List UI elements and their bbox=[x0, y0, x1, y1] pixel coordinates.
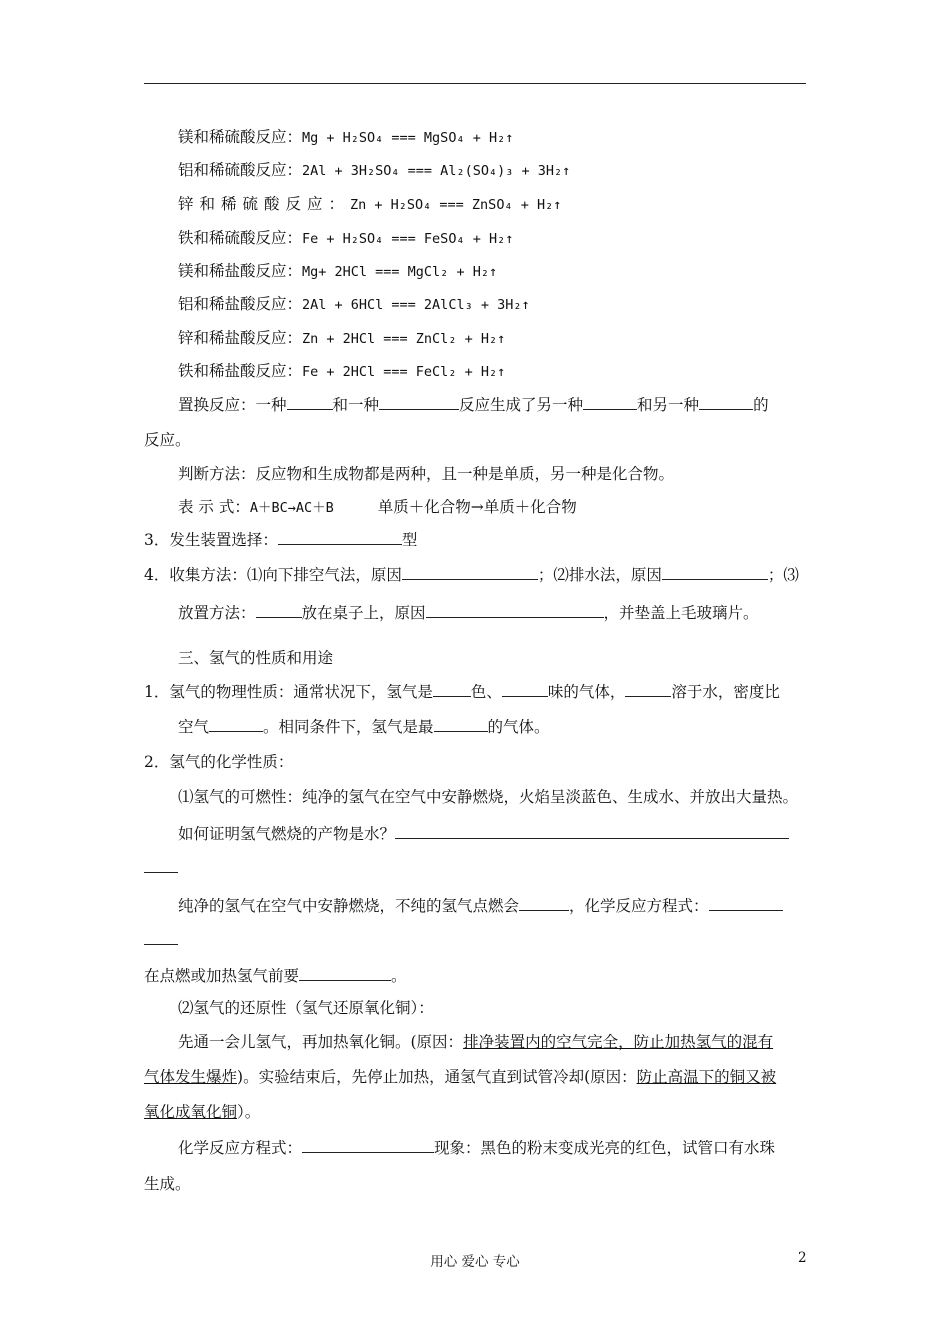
reaction-equation: Mg + H₂SO₄ === MgSO₄ + H₂↑ bbox=[302, 130, 514, 146]
fill-blank[interactable] bbox=[583, 395, 637, 410]
reaction-line bbox=[178, 228, 513, 249]
reaction-line bbox=[178, 160, 570, 181]
blank-continuation bbox=[144, 858, 178, 878]
reaction-line bbox=[178, 328, 505, 349]
fill-blank[interactable] bbox=[434, 717, 488, 732]
reaction-label: 铁和稀硫酸反应： bbox=[178, 229, 303, 247]
replacement-definition: 置换反应：一种 和一种 反应生成了另一种 和另一种 的 bbox=[178, 396, 769, 414]
flammability: ⑴氢气的可燃性：纯净的氢气在空气中安静燃烧，火焰呈淡蓝色、生成水、并放出大量热。 bbox=[178, 788, 799, 806]
reaction-equation: 2Al + 6HCl === 2AlCl₃ + 3H₂↑ bbox=[302, 297, 530, 313]
fill-blank[interactable] bbox=[278, 530, 402, 545]
reaction-label: 镁和稀盐酸反应： bbox=[178, 262, 303, 280]
fill-blank[interactable] bbox=[302, 1138, 434, 1153]
reaction-equation: Zn + 2HCl === ZnCl₂ + H₂↑ bbox=[302, 331, 506, 347]
phenomenon-cont: 生成。 bbox=[144, 1175, 191, 1193]
fill-blank[interactable] bbox=[256, 603, 302, 618]
reaction-line bbox=[178, 261, 497, 282]
fill-blank[interactable] bbox=[625, 682, 671, 697]
reaction-line bbox=[178, 194, 561, 215]
reaction-label: 铁和稀盐酸反应： bbox=[178, 362, 303, 380]
impure-hydrogen: 纯净的氢气在空气中安静燃烧，不纯的氢气点燃会 ，化学反应方程式： bbox=[178, 896, 783, 916]
reaction-equation: 2Al + 3H₂SO₄ === Al₂(SO₄)₃ + 3H₂↑ bbox=[302, 163, 571, 179]
judge-method: 判断方法：反应物和生成物都是两种，且一种是单质，另一种是化合物。 bbox=[178, 465, 675, 483]
replacement-definition-cont: 反应。 bbox=[144, 431, 191, 449]
fill-blank[interactable] bbox=[433, 682, 471, 697]
reaction-equation: Fe + H₂SO₄ === FeSO₄ + H₂↑ bbox=[302, 231, 514, 247]
page-number: 2 bbox=[798, 1250, 807, 1266]
reaction-equation: Fe + 2HCl === FeCl₂ + H₂↑ bbox=[302, 364, 506, 380]
reaction-line bbox=[178, 361, 505, 382]
fill-blank[interactable] bbox=[426, 603, 604, 618]
fill-blank[interactable] bbox=[144, 930, 178, 945]
reaction-line bbox=[178, 127, 513, 148]
fill-blank[interactable] bbox=[287, 395, 333, 410]
physical-properties-cont: 空气 。相同条件下，氢气是最 的气体。 bbox=[178, 718, 550, 736]
fill-blank[interactable] bbox=[395, 824, 789, 839]
fill-blank[interactable] bbox=[209, 717, 263, 732]
reduction-procedure-cont: 气体发生爆炸)。实验结束后，先停止加热，通氢气直到试管冷却(原因：防止高温下的铜又被 bbox=[144, 1068, 777, 1086]
footer-motto: 用心 爱心 专心 bbox=[430, 1254, 520, 1270]
before-ignition: 在点燃或加热氢气前要 。 bbox=[144, 967, 407, 985]
reaction-label: 铝和稀硫酸反应： bbox=[178, 161, 303, 179]
fill-blank[interactable] bbox=[502, 682, 548, 697]
reaction-label: 镁和稀硫酸反应： bbox=[178, 128, 303, 146]
physical-properties: 1．氢气的物理性质：通常状况下，氢气是 色、 味的气体， 溶于水，密度比 bbox=[144, 683, 780, 701]
header-rule bbox=[144, 83, 806, 84]
reduction-procedure-end: 氧化成氧化铜）。 bbox=[144, 1103, 261, 1121]
device-question: 3．发生装置选择： 型 bbox=[144, 531, 418, 549]
fill-blank[interactable] bbox=[402, 565, 538, 580]
blank-continuation bbox=[144, 930, 178, 950]
question-water-proof: 如何证明氢气燃烧的产物是水？ bbox=[178, 824, 789, 844]
chemical-properties-title: 2．氢气的化学性质： bbox=[144, 753, 294, 771]
reaction-equation: Mg+ 2HCl === MgCl₂ + H₂↑ bbox=[302, 264, 498, 280]
fill-blank[interactable] bbox=[144, 858, 178, 873]
fill-blank[interactable] bbox=[699, 395, 753, 410]
formula-line: 表 示 式：A＋BC→AC＋B 单质＋化合物→单质＋化合物 bbox=[178, 498, 577, 516]
reduction-procedure: 先通一会儿氢气，再加热氧化铜。(原因：排净装置内的空气完全，防止加热氢气的混有 bbox=[178, 1033, 774, 1051]
reducibility-title: ⑵氢气的还原性（氢气还原氧化铜）： bbox=[178, 999, 434, 1017]
reaction-label: 锌和稀硫酸反应： bbox=[178, 195, 351, 213]
fill-blank[interactable] bbox=[299, 966, 391, 981]
fill-blank[interactable] bbox=[662, 565, 768, 580]
section-title: 三、氢气的性质和用途 bbox=[178, 649, 334, 667]
reaction-line bbox=[178, 294, 530, 315]
fill-blank[interactable] bbox=[379, 395, 459, 410]
fill-blank[interactable] bbox=[709, 896, 783, 911]
placement-method: 放置方法： 放在桌子上，原因 ，并垫盖上毛玻璃片。 bbox=[178, 604, 759, 622]
fill-blank[interactable] bbox=[519, 896, 569, 911]
reaction-label: 锌和稀盐酸反应： bbox=[178, 329, 303, 347]
reaction-label: 铝和稀盐酸反应： bbox=[178, 295, 303, 313]
reaction-equation: Zn + H₂SO₄ === ZnSO₄ + H₂↑ bbox=[350, 197, 562, 213]
reduction-equation: 化学反应方程式： 现象：黑色的粉末变成光亮的红色，试管口有水珠 bbox=[178, 1139, 776, 1157]
collect-question: 4．收集方法：⑴向下排空气法，原因 ；⑵排水法，原因 ；⑶ bbox=[144, 566, 799, 584]
